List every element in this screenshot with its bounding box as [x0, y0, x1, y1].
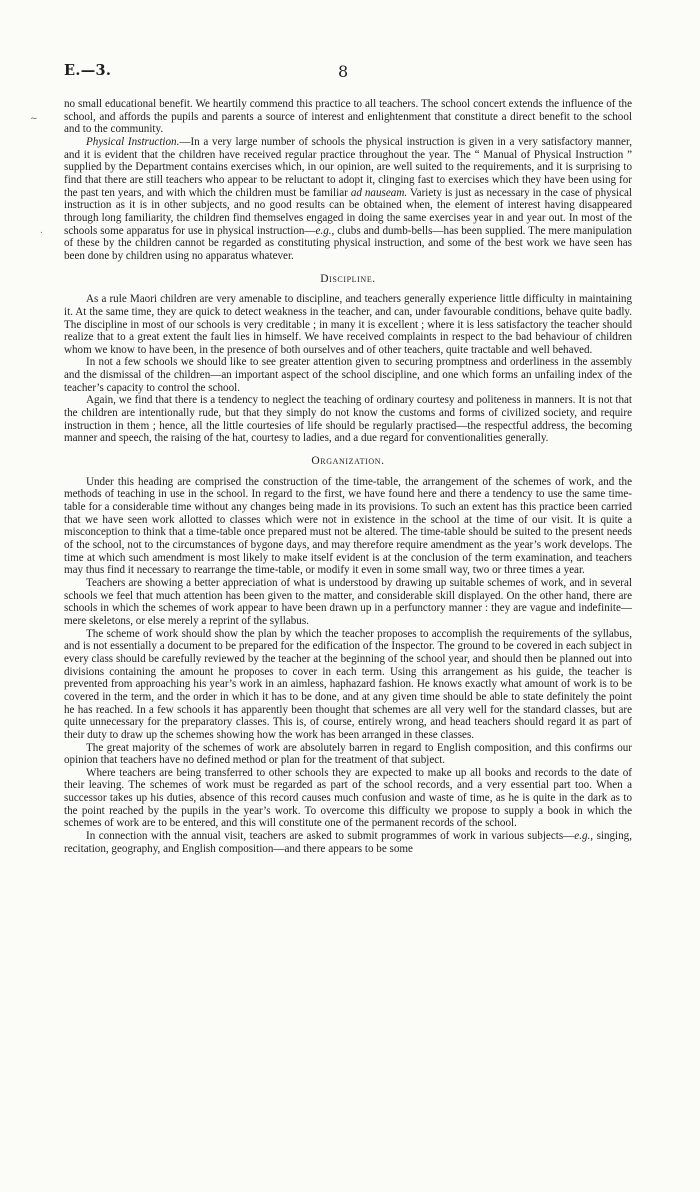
italic-abbrev: e.g., — [315, 224, 335, 237]
page-number: 8 — [338, 62, 349, 81]
paragraph: Again, we find that there is a tendency to neglect the teaching of ordinary courtesy and politeness in manners. It is not that the children are intentionally rude, but that they simply do not know the customs and forms of civilized society, and require instruction in them ; hence, all the little courtesies of life should be regularly practised—the respectful address, the becoming manner and speech, the raising of the hat, courtesy to ladies, and a due regard for conventionalities generally. — [64, 394, 632, 445]
paragraph-physical-instruction — [64, 136, 632, 263]
paragraph-text: In connection with the annual visit, teachers are asked to submit programmes of work in various subjects— — [86, 830, 575, 843]
paragraph: The scheme of work should show the plan by which the teacher proposes to accomplish the requirements of the syllabus, and is not essentially a document to be prepared for the edification of the Inspector. The ground to be covered in each subject in every class should be carefully reviewed by the teacher at the beginning of the school year, and should then be planned out into divisions containing the amount he proposes to cover in each term. Using this arrangement as his guide, the teacher is prevented from approaching his year’s work in an aimless, haphazard fashion. He knows exactly what amount of work is to be covered in the term, and the order in which it has to be done, and at any given time should be able to state definitely the point he has reached. In a few schools it has apparently been thought that schemes are all very well for the standard classes, but are quite unnecessary for the preparatory classes. This is, of course, entirely wrong, and head teachers should regard it as part of their duty to draw up the schemes showing how the work has been arranged in these classes. — [64, 627, 632, 741]
paragraph: In not a few schools we should like to see greater attention given to securing promptness and orderliness in the assembly and the dismissal of the children—an important aspect of the school discipline, and one which forms an unfailing index of the teacher’s capacity to control the school. — [64, 356, 632, 394]
paragraph: no small educational benefit. We heartily commend this practice to all teachers. The school concert extends the influence of the school, and affords the pupils and parents a source of interest and enlightenment that constitute a direct benefit to the school and to the community. — [64, 98, 632, 136]
paragraph: As a rule Maori children are very amenable to discipline, and teachers generally experience little difficulty in maintaining it. At the same time, they are quick to detect weakness in the teacher, and can, under favourable conditions, behave quite badly. The discipline in most of our schools is very creditable ; in many it is excellent ; where it is less satisfactory the teacher should realize that to a great extent the fault lies in himself. We have received complaints in respect to the bad behaviour of children whom we know to have been, in the presence of both ourselves and of other teachers, quite tractable and well behaved. — [64, 293, 632, 356]
section-heading-organization: Organization. — [311, 455, 385, 468]
section-heading-discipline: Discipline. — [320, 272, 376, 285]
italic-abbrev: e.g., — [574, 830, 594, 843]
paragraph: Where teachers are being transferred to other schools they are expected to make up all books and records to the date of their leaving. The schemes of work must be regarded as part of the school records, and a very essential part too. When a successor takes up his duties, absence of this record causes much confusion and waste of time, as he is quite in the dark as to the point reached by the pupils in the year’s work. To overcome this difficulty we propose to supply a book in which the schemes of work are to be entered, and this will constitute one of the permanent records of the school. — [64, 766, 632, 830]
paragraph-text: clubs and dumb-bells—has been supplied. The mere manipulation of these by the children cannot be regarded as constituting physical instruction, and some of the best work we have seen has been done by children using no apparatus whatever. — [64, 224, 632, 262]
paragraph — [64, 830, 632, 855]
paragraph-text: singing, recitation, geography, and English composition—and there appears to be some — [64, 830, 633, 855]
paragraph: Under this heading are comprised the construction of the time-table, the arrangement of the schemes of work, and the methods of teaching in use in the school. In regard to the first, we have found here and there a tendency to use the same time-table for a considerable time without any changes being made in its provisions. To such an extent has this practice been carried that we have seen work allotted to classes which were not in existence in the school at the time of our visit. It is quite a misconception to think that a time-table once prepared must not be altered. The time-table should be suited to the present needs of the school, not to the circumstances of bygone days, and may therefore require amendment as the year’s work develops. The time at which such amendment is most likely to make itself evident is at the conclusion of the term examination, and teachers may thus find it necessary to rearrange the time-table, or modify it even in some small way, two or three times a year. — [64, 475, 632, 577]
paragraph-text: —In a very large number of schools the physical instruction is given in a very satisfactory manner, and it is evident that the children have received regular practice throughout the year. The “ Manual of Physical Instruction ” supplied by the Department contains exercises which, in our opinion, are well suited to the requirements, and it is surprising to find that there are still teachers who appear to be reluctant to adopt it, clinging fast to exercises which they have been using for the past ten years, and with which the children must be familiar — [64, 135, 632, 199]
document-reference: E.—3. — [64, 62, 112, 79]
paragraph: Teachers are showing a better appreciation of what is understood by drawing up suitable schemes of work, and in several schools we feel that much attention has been given to the matter, and considerable skill displayed. On the other hand, there are schools in which the schemes of work appear to have been drawn up in a perfunctory manner : they are vague and indefinite—mere skeletons, or else merely a reprint of the syllabus. — [64, 576, 632, 627]
margin-mark: ~ — [30, 114, 38, 124]
paragraph-text: Variety is just as necessary in the case of physical instruction as it is in other subjects, and no good results can be obtained when, the element of interest having disappeared through long familiarity, the children find themselves engaged in doing the same exercises year in and year out. In most of the schools some apparatus for use in physical instruction— — [64, 186, 632, 237]
body-text — [64, 98, 632, 855]
margin-mark: . — [40, 226, 43, 236]
paragraph: The great majority of the schemes of work are absolutely barren in regard to English composition, and this confirms our opinion that teachers have no defined method or plan for the treatment of that subject. — [64, 741, 632, 767]
italic-phrase: ad nauseam. — [350, 186, 408, 199]
paragraph-lead: Physical Instruction. — [86, 135, 180, 148]
